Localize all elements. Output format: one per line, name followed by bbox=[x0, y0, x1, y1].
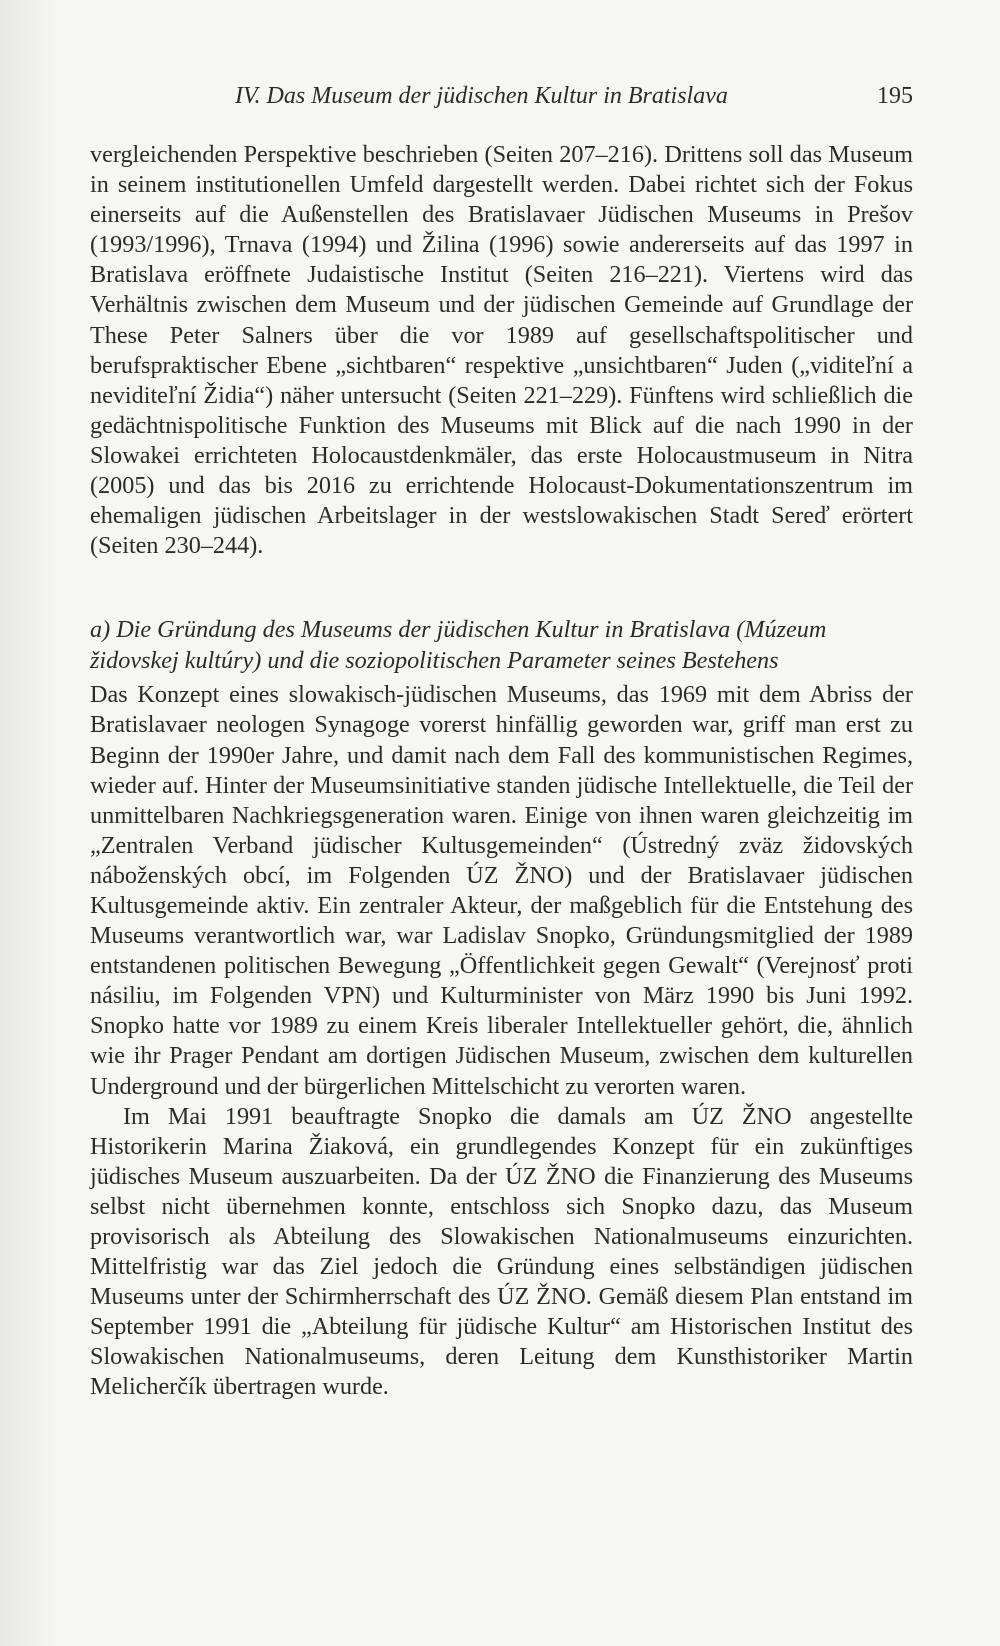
page-number: 195 bbox=[877, 83, 913, 109]
paragraph-founding-1991: Im Mai 1991 beauftragte Snopko die damals am ÚZ ŽNO angestellte Historikerin Marina Žiaková, ein grundlegendes Konzept für ein zukünftiges jüdisches Museum auszuarbeiten. Da der ÚZ ŽNO die Finanzierung des Museums selbst nicht übernehmen konnte, entschloss sich Snopko dazu, das Museum provisorisch als Abteilung des Slowakischen Nationalmuseums einzurichten. Mittelfristig war das Ziel jedoch die Gründung eines selbständigen jüdischen Museums unter der Schirmherrschaft des ÚZ ŽNO. Gemäß diesem Plan entstand im September 1991 die „Abteilung für jüdische Kultur“ am Historischen Institut des Slowakischen Nationalmuseums, deren Leitung dem Kunsthistoriker Martin Melicherčík übertragen wurde. bbox=[90, 1102, 913, 1401]
section-heading: a) Die Gründung des Museums der jüdischen Kultur in Bratislava (Múzeum židovskej kultúry) und die soziopolitischen Parameter seines Bestehens bbox=[90, 616, 827, 675]
paragraph-museum-concept: Das Konzept eines slowakisch-jüdischen Museums, das 1969 mit dem Abriss der Bratislavaer neologen Synagoge vorerst hinfällig geworden war, griff man erst zu Beginn der 1990er Jahre, und damit nach dem Fall des kommunistischen Regimes, wieder auf. Hinter der Museumsinitiative standen jüdische Intellektuelle, die Teil der unmittelbaren Nachkriegsgeneration waren. Einige von ihnen waren gleichzeitig im „Zentralen Verband jüdischer Kultusgemeinden“ (Ústredný zväz židovských náboženských obcí, im Folgenden ÚZ ŽNO) und der Bratislavaer jüdischen Kultusgemeinde aktiv. Ein zentraler Akteur, der maßgeblich für die Entstehung des Museums verantwortlich war, war Ladislav Snopko, Gründungsmitglied der 1989 entstandenen politischen Bewegung „Öffentlichkeit gegen Gewalt“ (Verejnosť proti násiliu, im Folgenden VPN) und Kulturminister von März 1990 bis Juni 1992. Snopko hatte vor 1989 zu einem Kreis liberaler Intellektueller gehört, die, ähnlich wie ihr Prager Pendant am dortigen Jüdischen Museum, zwischen dem kulturellen Underground und der bürgerlichen Mittelschicht zu verorten waren. bbox=[90, 681, 913, 1100]
body-text bbox=[90, 140, 913, 1403]
running-title: IV. Das Museum der jüdischen Kultur in Bratislava bbox=[235, 83, 728, 109]
paragraph-intro-continued: vergleichenden Perspektive beschrieben (Seiten 207–216). Drittens soll das Museum in seinem institutionellen Umfeld dargestellt werden. Dabei richtet sich der Fokus einerseits auf die Außenstellen des Bratislavaer Jüdischen Museums in Prešov (1993/1996), Trnava (1994) und Žilina (1996) sowie andererseits auf das 1997 in Bratislava eröffnete Judaistische Institut (Seiten 216–221). Viertens wird das Verhältnis zwischen dem Museum und der jüdischen Gemeinde auf Grundlage der These Peter Salners über die vor 1989 auf gesellschaftspolitischer und berufspraktischer Ebene „sichtbaren“ respektive „unsichtbaren“ Juden („viditeľní a neviditeľní Židia“) näher untersucht (Seiten 221–229). Fünftens wird schließlich die gedächtnispolitische Funktion des Museums mit Blick auf die nach 1990 in der Slowakei errichteten Holocaustdenkmäler, das erste Holocaustmuseum in Nitra (2005) und das bis 2016 zu errichtende Holocaust-Dokumentationszentrum im ehemaligen jüdischen Arbeitslager in der westslowakischen Stadt Sereď erörtert (Seiten 230–244). bbox=[90, 141, 913, 560]
gutter-shadow bbox=[0, 0, 60, 1646]
running-head bbox=[90, 80, 913, 112]
